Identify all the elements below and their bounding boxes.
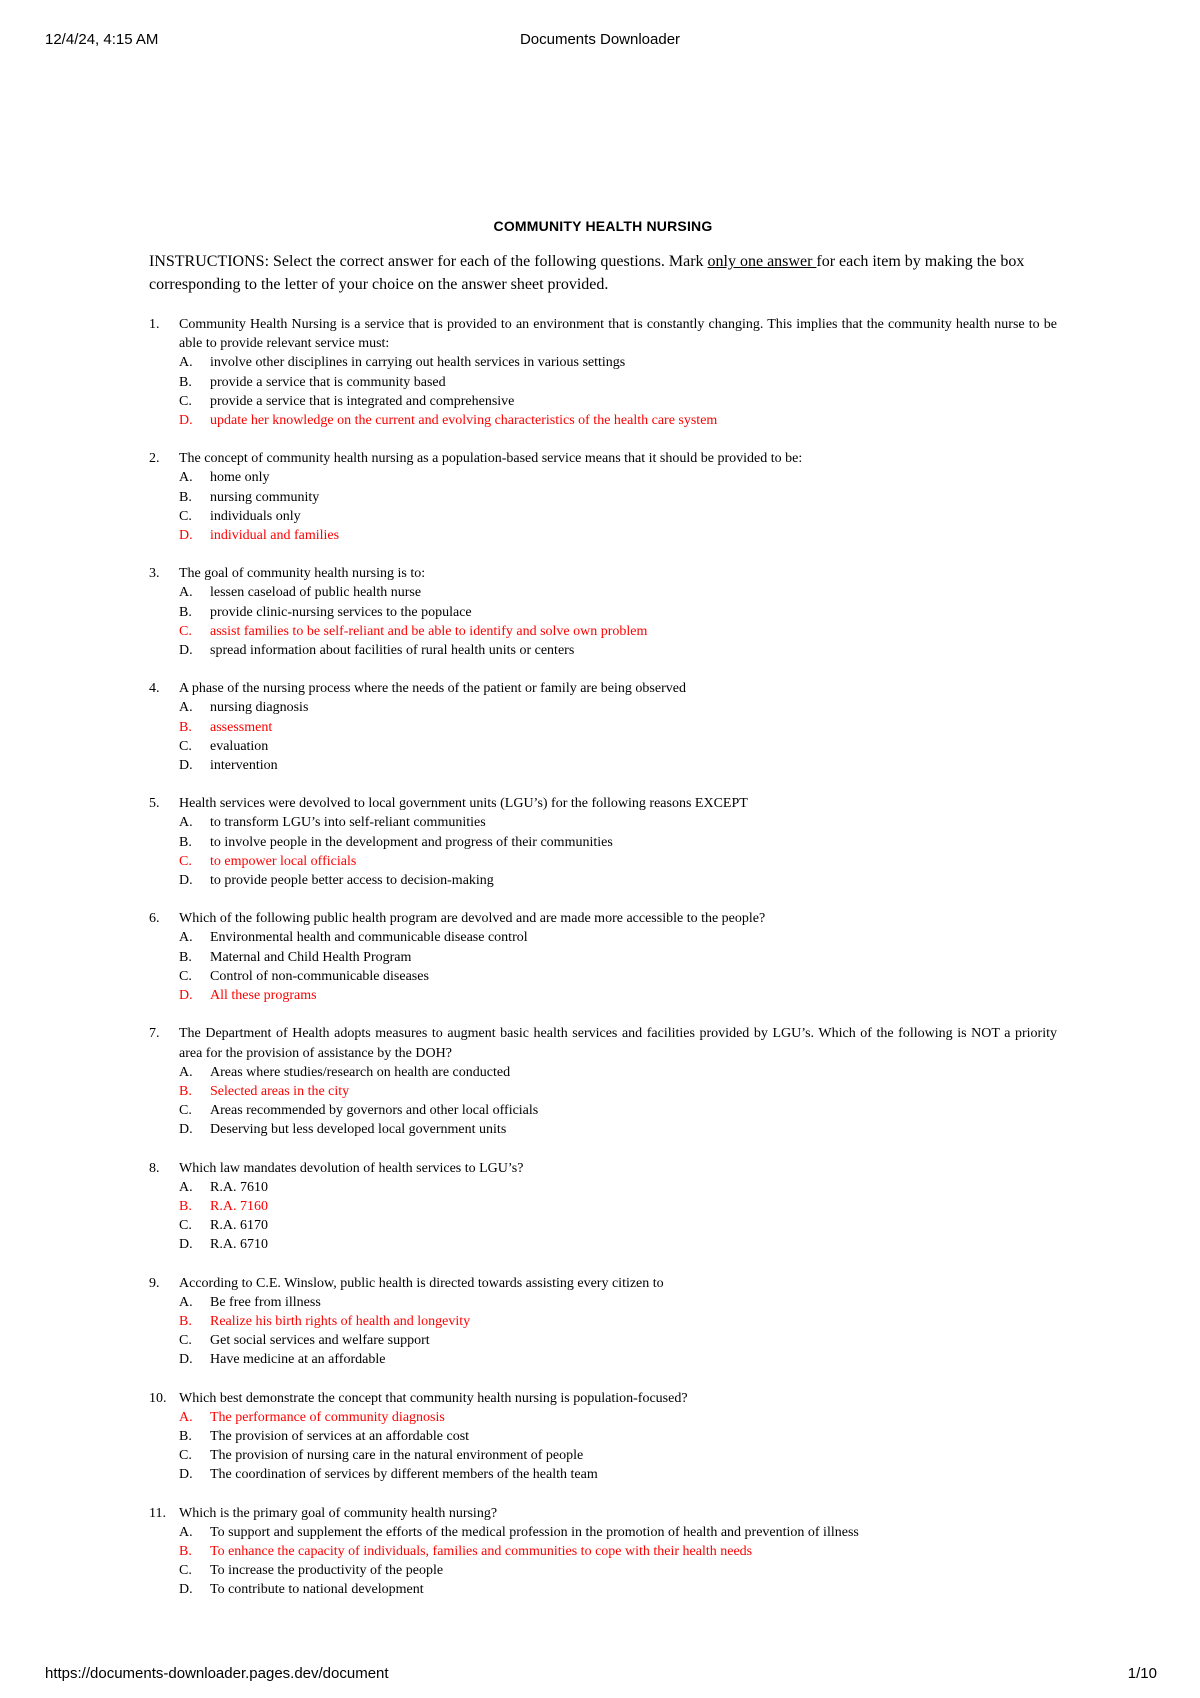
choice-text: Areas where studies/research on health are conducted <box>210 1064 511 1080</box>
choice-letter: C. <box>179 738 192 754</box>
choice-text: R.A. 6170 <box>210 1218 268 1234</box>
instructions-text: INSTRUCTIONS: Select the correct answer for each of the following questions. Mark <box>149 253 708 270</box>
answer-choice-correct <box>179 986 1057 1005</box>
question-text: Health services were devolved to local government units (LGU’s) for the following reasons EXCEPT <box>179 796 748 812</box>
choice-text: Areas recommended by governors and other local officials <box>210 1103 539 1119</box>
choice-letter: C. <box>179 968 192 984</box>
question-text: Which best demonstrate the concept that community health nursing is population-focused? <box>179 1390 688 1406</box>
question-item <box>149 315 1057 430</box>
answer-choice <box>179 1561 1057 1580</box>
answer-choice <box>179 468 1057 487</box>
instructions-text-end: for each item by making the box corresponding to the letter of your choice on the answer sheet provided. <box>149 253 1025 293</box>
question-item <box>149 679 1057 775</box>
question-item <box>149 1024 1057 1139</box>
choice-letter: B. <box>179 1543 192 1559</box>
answer-choice <box>179 1446 1057 1465</box>
choice-letter: B. <box>179 1083 192 1099</box>
answer-choice-correct <box>179 411 1057 430</box>
choice-letter: C. <box>179 853 192 869</box>
choice-letter: C. <box>179 508 192 524</box>
answer-choice <box>179 948 1057 967</box>
answer-choice <box>179 1523 1057 1542</box>
choice-text: lessen caseload of public health nurse <box>210 585 422 601</box>
answer-choice <box>179 1427 1057 1446</box>
answer-choice <box>179 1216 1057 1235</box>
choice-text: All these programs <box>210 988 317 1004</box>
question-item <box>149 794 1057 890</box>
choice-text: Control of non-communicable diseases <box>210 968 429 984</box>
print-url: https://documents-downloader.pages.dev/document <box>45 1665 389 1682</box>
choice-text: Be free from illness <box>210 1294 321 1310</box>
choice-text: intervention <box>210 758 278 774</box>
answer-choice <box>179 871 1057 890</box>
choice-letter: B. <box>179 949 192 965</box>
choice-letter: A. <box>179 355 193 371</box>
choice-letter: D. <box>179 758 193 774</box>
answer-choice <box>179 1331 1057 1350</box>
instructions-emphasis: only one answer <box>707 253 817 270</box>
choice-letter: A. <box>179 930 193 946</box>
choice-text: to involve people in the development and progress of their communities <box>210 834 613 850</box>
choice-text: provide clinic-nursing services to the populace <box>210 604 472 620</box>
question-number: 5. <box>149 796 160 812</box>
question-number: 8. <box>149 1160 160 1176</box>
question-number: 9. <box>149 1275 160 1291</box>
choice-letter: D. <box>179 528 193 544</box>
choice-letter: C. <box>179 623 192 639</box>
print-page-title: Documents Downloader <box>519 31 681 48</box>
choice-text: Maternal and Child Health Program <box>210 949 412 965</box>
choice-text: provide a service that is community based <box>210 374 446 390</box>
answer-choice <box>179 488 1057 507</box>
choice-text: To enhance the capacity of individuals, families and communities to cope with their health needs <box>210 1543 753 1559</box>
choice-text: To contribute to national development <box>210 1582 424 1598</box>
answer-choice <box>179 507 1057 526</box>
choice-letter: D. <box>179 1467 193 1483</box>
choice-letter: A. <box>179 470 193 486</box>
question-text: Which law mandates devolution of health services to LGU’s? <box>179 1160 524 1176</box>
answer-choice <box>179 353 1057 372</box>
choice-text: individuals only <box>210 508 301 524</box>
page-number: 1/10 <box>1127 1665 1157 1682</box>
choice-letter: B. <box>179 604 192 620</box>
choice-text: Environmental health and communicable disease control <box>210 930 528 946</box>
question-number: 2. <box>149 451 160 467</box>
answer-choice <box>179 1350 1057 1369</box>
instructions <box>149 250 1057 296</box>
answer-choice <box>179 583 1057 602</box>
question-text: The concept of community health nursing as a population-based service means that it should be provided to be: <box>179 451 803 467</box>
answer-choice <box>179 967 1057 986</box>
choice-letter: D. <box>179 1582 193 1598</box>
question-text: A phase of the nursing process where the needs of the patient or family are being observed <box>179 681 686 697</box>
choice-text: to empower local officials <box>210 853 357 869</box>
choice-letter: D. <box>179 413 193 429</box>
answer-choice <box>179 1120 1057 1139</box>
answer-choice <box>179 833 1057 852</box>
choice-text: assist families to be self-reliant and be able to identify and solve own problem <box>210 623 648 639</box>
choice-text: R.A. 6710 <box>210 1237 268 1253</box>
choice-text: The performance of community diagnosis <box>210 1409 445 1425</box>
choice-letter: C. <box>179 1218 192 1234</box>
choice-text: provide a service that is integrated and comprehensive <box>210 393 515 409</box>
answer-choice <box>179 373 1057 392</box>
answer-choice <box>179 1580 1057 1599</box>
choice-letter: B. <box>179 1313 192 1329</box>
answer-choice-correct <box>179 1312 1057 1331</box>
choice-text: involve other disciplines in carrying out health services in various settings <box>210 355 626 371</box>
answer-choice-correct <box>179 1542 1057 1561</box>
question-number: 1. <box>149 317 160 332</box>
answer-choice-correct <box>179 1197 1057 1216</box>
choice-letter: A. <box>179 700 193 716</box>
question-item <box>149 564 1057 660</box>
choice-text: evaluation <box>210 738 269 754</box>
choice-text: To support and supplement the efforts of the medical profession in the promotion of health and prevention of illness <box>210 1524 859 1540</box>
question-item <box>149 909 1057 1005</box>
document-body <box>149 218 1057 1619</box>
choice-text: Deserving but less developed local government units <box>210 1122 507 1138</box>
choice-letter: C. <box>179 1103 192 1119</box>
choice-letter: A. <box>179 585 193 601</box>
choice-text: To increase the productivity of the people <box>210 1563 444 1579</box>
answer-choice <box>179 603 1057 622</box>
answer-choice <box>179 1063 1057 1082</box>
choice-letter: B. <box>179 374 192 390</box>
choice-text: individual and families <box>210 528 340 544</box>
choice-text: to transform LGU’s into self-reliant communities <box>210 815 486 831</box>
question-text: The Department of Health adopts measures to augment basic health services and facilities provided by LGU’s. Which of the following is NOT a priority area for the provision of assistance by the DOH? <box>179 1026 1057 1061</box>
choice-letter: A. <box>179 1409 193 1425</box>
answer-choice <box>179 1178 1057 1197</box>
question-item <box>149 1389 1057 1485</box>
question-item <box>149 1274 1057 1370</box>
choice-text: Selected areas in the city <box>210 1083 350 1099</box>
choice-text: The coordination of services by different members of the health team <box>210 1467 598 1483</box>
choice-text: update her knowledge on the current and evolving characteristics of the health care system <box>210 413 718 429</box>
question-text: The goal of community health nursing is to: <box>179 566 426 582</box>
choice-text: to provide people better access to decision-making <box>210 873 494 889</box>
document-title: COMMUNITY HEALTH NURSING <box>493 218 713 234</box>
answer-choice-correct <box>179 1408 1057 1427</box>
answer-choice <box>179 1293 1057 1312</box>
choice-text: spread information about facilities of rural health units or centers <box>210 643 575 659</box>
choice-letter: A. <box>179 1179 193 1195</box>
question-number: 4. <box>149 681 160 697</box>
answer-choice <box>179 737 1057 756</box>
question-item <box>149 449 1057 545</box>
answer-choice-correct <box>179 718 1057 737</box>
question-number: 11. <box>149 1505 166 1521</box>
answer-choice <box>179 641 1057 660</box>
choice-letter: B. <box>179 719 192 735</box>
choice-letter: C. <box>179 1448 192 1464</box>
choice-letter: B. <box>179 834 192 850</box>
choice-text: Realize his birth rights of health and longevity <box>210 1313 471 1329</box>
choice-letter: D. <box>179 988 193 1004</box>
choice-text: R.A. 7160 <box>210 1198 268 1214</box>
question-item <box>149 1159 1057 1255</box>
answer-choice <box>179 928 1057 947</box>
answer-choice <box>179 813 1057 832</box>
choice-letter: B. <box>179 489 192 505</box>
choice-letter: C. <box>179 1563 192 1579</box>
question-number: 10. <box>149 1390 167 1406</box>
choice-text: Have medicine at an affordable <box>210 1352 386 1368</box>
choice-text: R.A. 7610 <box>210 1179 268 1195</box>
answer-choice <box>179 698 1057 717</box>
choice-letter: D. <box>179 1237 193 1253</box>
answer-choice-correct <box>179 622 1057 641</box>
answer-choice <box>179 1235 1057 1254</box>
print-datetime: 12/4/24, 4:15 AM <box>45 31 159 48</box>
answer-choice-correct <box>179 1082 1057 1101</box>
answer-choice-correct <box>179 526 1057 545</box>
choice-text: nursing diagnosis <box>210 700 309 716</box>
question-number: 6. <box>149 911 160 927</box>
answer-choice-correct <box>179 852 1057 871</box>
choice-letter: A. <box>179 1524 193 1540</box>
question-number: 7. <box>149 1026 160 1042</box>
choice-letter: D. <box>179 1122 193 1138</box>
choice-text: The provision of services at an affordable cost <box>210 1428 470 1444</box>
choice-letter: D. <box>179 1352 193 1368</box>
choice-text: assessment <box>210 719 273 735</box>
question-number: 3. <box>149 566 160 582</box>
choice-letter: D. <box>179 873 193 889</box>
question-text: Which of the following public health program are devolved and are made more accessible to the people? <box>179 911 766 927</box>
choice-letter: D. <box>179 643 193 659</box>
choice-letter: C. <box>179 393 192 409</box>
choice-text: The provision of nursing care in the natural environment of people <box>210 1448 584 1464</box>
choice-letter: B. <box>179 1198 192 1214</box>
choice-text: home only <box>210 470 270 486</box>
question-item <box>149 1504 1057 1600</box>
answer-choice <box>179 1465 1057 1484</box>
choice-letter: A. <box>179 1294 193 1310</box>
choice-letter: A. <box>179 815 193 831</box>
question-list <box>149 315 1057 1600</box>
choice-letter: C. <box>179 1333 192 1349</box>
question-text: Which is the primary goal of community health nursing? <box>179 1505 498 1521</box>
choice-letter: A. <box>179 1064 193 1080</box>
question-text: According to C.E. Winslow, public health is directed towards assisting every citizen to <box>179 1275 664 1291</box>
answer-choice <box>179 756 1057 775</box>
choice-text: nursing community <box>210 489 320 505</box>
choice-letter: B. <box>179 1428 192 1444</box>
question-text: Community Health Nursing is a service that is provided to an environment that is constantly changing. This implies that the community health nurse to be able to provide relevant service must: <box>179 317 1057 352</box>
answer-choice <box>179 1101 1057 1120</box>
choice-text: Get social services and welfare support <box>210 1333 430 1349</box>
answer-choice <box>179 392 1057 411</box>
